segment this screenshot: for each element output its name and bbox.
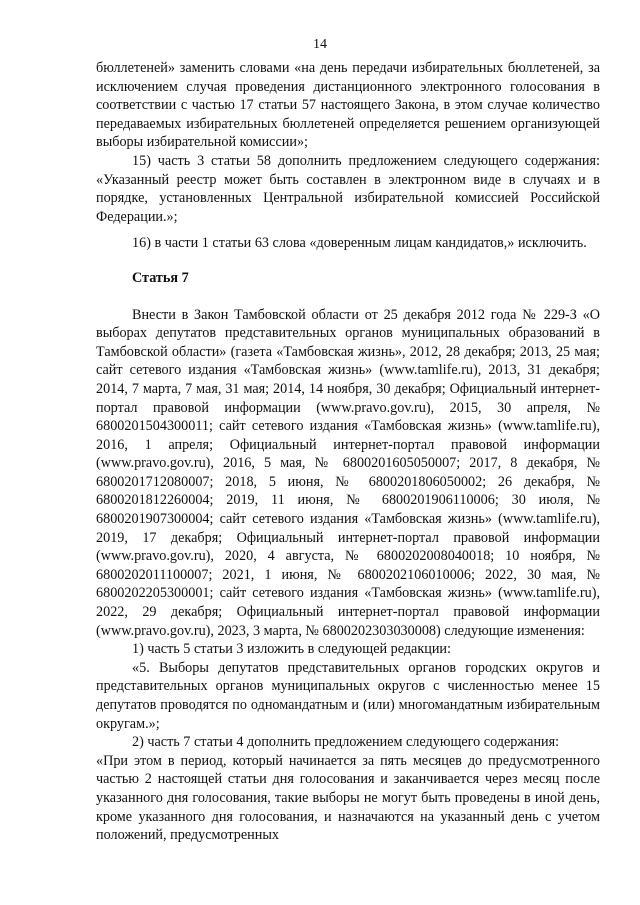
article7-heading: Статья 7 <box>132 269 189 286</box>
article7-item-1: 1) часть 5 статьи 3 изложить в следующей редакции: <box>132 641 451 658</box>
page-number: 14 <box>313 37 327 52</box>
article7-item-2: 2) часть 7 статьи 4 дополнить предложением следующего содержания: <box>132 734 560 751</box>
article6-item-15: 15) часть 3 статьи 58 дополнить предложением следующего содержания: «Указанный реестр может быть составлен в электронном виде в случаях и в порядке, установленных Центральной избирательной комиссией Российской Федерации.»; <box>96 152 600 225</box>
article7-intro-paragraph: Внести в Закон Тамбовской области от 25 декабря 2012 года № 229-З «О выборах депутатов представительных органов муниципальных образований в Тамбовской области» (газета «Тамбовская жизнь», 2012, 28 декабря; 2013, 25 мая; сайт сетевого издания «Тамбовская жизнь» (www.tamlife.ru), 2013, 31 декабря; 2014, 7 марта, 7 мая, 31 мая; 2014, 14 ноября, 30 декабря; Официальный интернет-портал правовой информации (www.pravo.gov.ru), 2015, 30 апреля, № 6800201504300011; сайт сетевого издания «Тамбовская жизнь» (www.tamlife.ru), 2016, 1 апреля; Официальный интернет-портал правовой информации (www.pravo.gov.ru), 2016, 5 мая, № 6800201605050007; 2017, 8 декабря, № 6800201712080007; 2018, 5 июня, № 6800201806050002; 26 декабря, № 6800201812260004; 2019, 11 июня, № 6800201906110006; 30 июля, № 6800201907300004; сайт сетевого издания «Тамбовская жизнь» (www.tamlife.ru), 2019, 17 декабря; Официальный интернет-портал правовой информации (www.pravo.gov.ru), 2020, 4 августа, № 6800202008040018; 10 ноября, № 6800202011100007; 2021, 1 июня, № 6800202106010006; 2022, 30 мая, № 6800202205300001; сайт сетевого издания «Тамбовская жизнь» (www.tamlife.ru), 2022, 29 декабря; Официальный интернет-портал правовой информации (www.pravo.gov.ru), 2023, 3 марта, № 6800202303030008) следующие изменения: <box>96 306 600 639</box>
article7-item-1-quote: «5. Выборы депутатов представительных органов городских округов и представительных органов муниципальных округов с численностью менее 15 депутатов проводятся по одномандатным и (или) многомандатным избирательным округам.»; <box>96 659 600 732</box>
article6-paragraph-tail: бюллетеней» заменить словами «на день передачи избирательных бюллетеней, за исключением случая проведения дистанционного электронного голосования в соответствии с частью 17 статьи 57 настоящего Закона, в этом случае количество передаваемых избирательных бюллетеней определяется решением организующей выборы избирательной комиссии»; <box>96 60 600 151</box>
article7-item-2-quote: «При этом в период, который начинается за пять месяцев до предусмотренного частью 2 настоящей статьи дня голосования и заканчивается через месяц после указанного дня голосования, такие выборы не могут быть проведены в иной день, кроме указанного дня голосования, и назначаются на указанный день с учетом положений, предусмотренных <box>96 752 600 844</box>
article6-item-16: 16) в части 1 статьи 63 слова «доверенным лицам кандидатов,» исключить. <box>132 235 587 252</box>
document-body <box>96 59 600 845</box>
spacer <box>96 226 600 234</box>
